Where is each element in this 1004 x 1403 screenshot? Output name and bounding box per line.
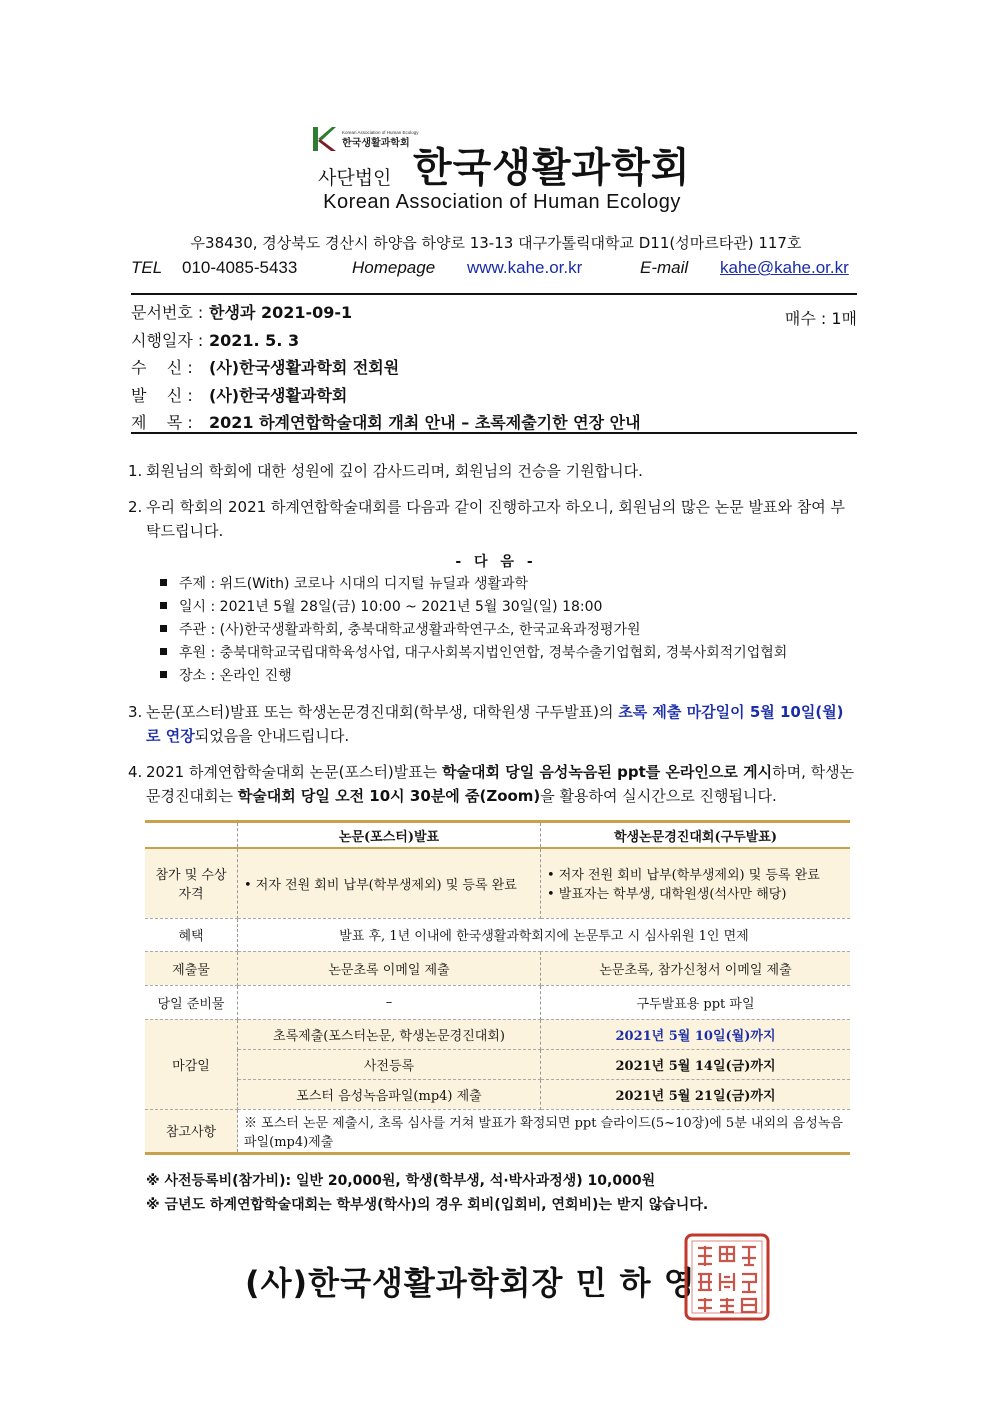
cell-qualification-paper: • 저자 전원 회비 납부(학부생제외) 및 등록 완료 [238,848,541,918]
table-row [145,1049,850,1079]
row-header-reference: 참고사항 [145,1109,238,1153]
bullet-square-icon [160,579,167,586]
list-item: 장소 : 온라인 진행 [160,665,787,688]
cell-deadline-date-3: 2021년 5월 21일(금)까지 [541,1079,851,1109]
cell-deadline-item-2: 사전등록 [238,1049,541,1079]
table-row [145,1019,850,1049]
details-list [160,573,787,688]
table-row [145,1109,850,1153]
org-name-english: Korean Association of Human Ecology [323,191,681,213]
list-item: 주관 : (사)한국생활과학회, 충북대학교생활과학연구소, 한국교육과정평가원 [160,619,787,642]
subject-label: 제 목 : [131,413,193,432]
row-header-submission: 제출물 [145,951,238,985]
list-item: 주제 : 위드(With) 코로나 시대의 디지털 뉴딜과 생활과학 [160,573,787,596]
list-item: 일시 : 2021년 5월 28일(금) 10:00 ~ 2021년 5월 30일(일) 18:00 [160,596,787,619]
org-prefix: 사단법인 [318,167,392,189]
cell-deadline-item-1: 초록제출(포스터논문, 학생논문경진대회) [238,1019,541,1049]
date-value: 2021. 5. 3 [209,331,300,350]
doc-number: 한생과 2021-09-1 [209,303,353,322]
row-header-preparation: 당일 준비물 [145,985,238,1019]
paragraph-2: 2. 우리 학회의 2021 하계연합학술대회를 다음과 같이 진행하고자 하오니, 회원님의 많은 논문 발표와 참여 부탁드립니다. [128,498,846,540]
official-seal-icon [683,1232,771,1322]
homepage-link[interactable]: www.kahe.or.kr [467,258,583,277]
signer-name: (사)한국생활과학회장 민 하 영 [245,1264,696,1302]
sender-value: (사)한국생활과학회 [209,386,348,405]
cell-benefit: 발표 후, 1년 이내에 한국생활과학회지에 논문투고 시 심사위원 1인 면제 [238,918,851,951]
tel-label: TEL [131,258,163,277]
subject-row [131,410,641,433]
cell-reference: ※ 포스터 논문 제출시, 초록 심사를 거쳐 발표가 확정되면 ppt 슬라이드(5~10장)에 5분 내외의 음성녹음 파일(mp4)제출 [238,1109,851,1153]
cell-submission-paper: 논문초록 이메일 제출 [238,951,541,985]
conference-info-table [145,820,850,1155]
recipient-label: 수 신 : [131,358,193,377]
doc-number-label: 문서번호 : [131,303,204,322]
copies-count: 매수 : 1매 [784,309,857,328]
divider-top [131,293,857,295]
doc-number-row [131,300,352,323]
email-label: E-mail [640,258,689,277]
table-corner-cell [145,822,238,849]
sender-label: 발 신 : [131,386,193,405]
paragraph-3: 3. 논문(포스터)발표 또는 학생논문경진대회(학부생, 대학원생 구두발표)의 초록 제출 마감일이 5월 10일(월)로 연장되었음을 안내드립니다. [128,703,844,745]
address: 우38430, 경상북도 경산시 하양읍 하양로 13-13 대구가톨릭대학교 D11(성마르타관) 117호 [190,234,802,252]
paragraph-1: 1. 회원님의 학회에 대한 성원에 깊이 감사드리며, 회원님의 건승을 기원합니다. [128,462,643,480]
row-header-deadline: 마감일 [145,1019,238,1109]
note-registration-fee: ※ 사전등록비(참가비): 일반 20,000원, 학생(학부생, 석·박사과정생) 10,000원 [146,1173,656,1189]
cell-deadline-date-1: 2021년 5월 10일(월)까지 [541,1019,851,1049]
cell-qualification-student: • 저자 전원 회비 납부(학부생제외) 및 등록 완료 • 발표자는 학부생, 대학원생(석사만 해당) [541,848,851,918]
cell-preparation-paper: – [238,985,541,1019]
col-header-student: 학생논문경진대회(구두발표) [541,822,851,849]
note-membership-fee: ※ 금년도 하계연합학술대회는 학부생(학사)의 경우 회비(입회비, 연회비)는 받지 않습니다. [146,1197,709,1213]
table-row [145,918,850,951]
sender-row [131,383,347,406]
table-row [145,1079,850,1109]
society-logo-icon [312,126,419,154]
table-header-row [145,822,850,849]
divider-bottom [131,432,857,434]
paragraph-4: 4. 2021 하계연합학술대회 논문(포스터)발표는 학술대회 당일 음성녹음된 ppt를 온라인으로 게시하며, 학생논문경진대회는 학술대회 당일 오전 10시 30분에 줌(Zoom)을 활용하여 실시간으로 진행됩니다. [128,763,855,805]
table-row [145,848,850,918]
subject-value: 2021 하계연합학술대회 개최 안내 – 초록제출기한 연장 안내 [209,413,641,432]
email-link[interactable]: kahe@kahe.or.kr [720,258,849,277]
recipient-row [131,355,399,378]
bullet-square-icon [160,602,167,609]
details-heading: - 다 음 - [455,554,537,570]
bullet-square-icon [160,671,167,678]
cell-submission-student: 논문초록, 참가신청서 이메일 제출 [541,951,851,985]
cell-deadline-date-2: 2021년 5월 14일(금)까지 [541,1049,851,1079]
row-header-qualification: 참가 및 수상 자격 [145,848,238,918]
recipient-value: (사)한국생활과학회 전회원 [209,358,400,377]
org-name: 한국생활과학회 [413,145,691,191]
list-item: 후원 : 충북대학교국립대학육성사업, 대구사회복지법인연합, 경북수출기업협회, 경북사회적기업협회 [160,642,787,665]
tel-value: 010-4085-5433 [182,258,298,277]
row-header-benefit: 혜택 [145,918,238,951]
logo-subtext: Korean Association of Human Ecology [342,130,419,135]
homepage-label: Homepage [352,258,436,277]
bullet-square-icon [160,625,167,632]
table-row [145,951,850,985]
extended-deadline-highlight: 초록 제출 마감일이 5월 10일(월)로 연장 [146,703,844,745]
col-header-paper: 논문(포스터)발표 [238,822,541,849]
date-label: 시행일자 : [131,331,204,350]
date-row [131,328,299,351]
cell-preparation-student: 구두발표용 ppt 파일 [541,985,851,1019]
logo-text: 한국생활과학회 [342,138,410,149]
bullet-square-icon [160,648,167,655]
cell-deadline-item-3: 포스터 음성녹음파일(mp4) 제출 [238,1079,541,1109]
table-row [145,985,850,1019]
